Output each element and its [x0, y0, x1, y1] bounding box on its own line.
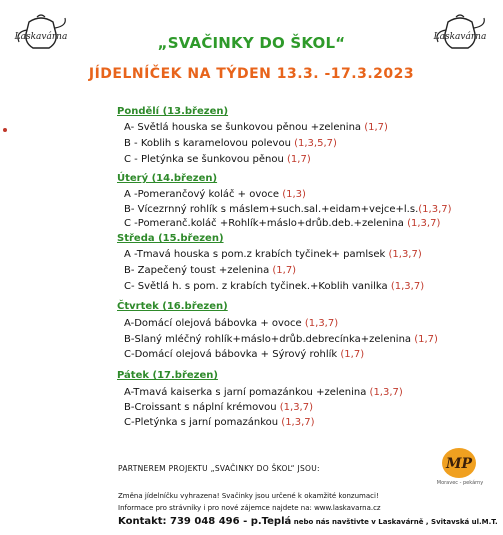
allergen-codes: (1,3,7) — [388, 249, 422, 260]
menu-item: A-Domácí olejová bábovka + ovoce (1,3,7) — [124, 318, 339, 329]
allergen-codes: (1,3,7) — [418, 204, 452, 215]
allergen-codes: (1,3,5,7) — [294, 138, 337, 149]
allergen-codes: (1,3,7) — [407, 218, 441, 229]
week-heading: JÍDELNÍČEK NA TÝDEN 13.3. -17.3.2023 — [88, 66, 415, 82]
allergen-codes: (1,7) — [272, 265, 297, 276]
day-heading-tuesday: Úterý (14.březen) — [117, 173, 218, 184]
partner-heading: PARTNEREM PROJEKTU „SVAČINKY DO ŠKOL“ JSOU: — [118, 464, 320, 473]
allergen-codes: (1,7) — [287, 154, 311, 165]
menu-item: C- Světlá h. s pom. z krabích tyčinek.+Koblih vanilka (1,3,7) — [124, 281, 425, 292]
menu-item: A-Tmavá kaiserka s jarní pomazánkou +zelenina (1,3,7) — [124, 387, 403, 398]
mp-badge-icon — [440, 444, 478, 482]
info-line: Informace pro strávníky i pro nové zájemce najdete na: www.laskavarna.cz — [118, 504, 381, 512]
allergen-codes: (1,3,7) — [390, 281, 425, 292]
menu-item: A- Světlá houska se šunkovou pěnou +zelenina (1,7) — [124, 122, 388, 133]
allergen-codes: (1,3,7) — [279, 402, 313, 413]
day-heading-wednesday: Středa (15.březen) — [117, 233, 224, 244]
day-heading-friday: Pátek (17.březen) — [117, 370, 218, 381]
decorative-dot — [3, 128, 7, 132]
mp-logo-text: MP — [445, 456, 473, 472]
menu-item: A -Tmavá houska s pom.z krabích tyčinek+ pamlsek (1,3,7) — [124, 249, 422, 260]
moravec-pekarny-logo — [440, 444, 478, 482]
contact-line — [118, 516, 498, 527]
allergen-codes: (1,3,7) — [304, 318, 339, 329]
menu-item: B - Koblih s karamelovou polevou (1,3,5,7) — [124, 138, 337, 149]
logo-left-text: Laskavárna — [14, 32, 68, 42]
menu-item: C -Pomeranč.koláč +Rohlík+máslo+drůb.deb.+zelenina (1,3,7) — [124, 218, 441, 229]
allergen-codes: (1,7) — [414, 334, 438, 345]
menu-item: C - Pletýnka se šunkovou pěnou (1,7) — [124, 154, 311, 165]
logo-right-text: Laskavárna — [433, 32, 487, 42]
change-notice: Změna jídelníčku vyhrazena! Svačinky jsou určené k okamžité konzumaci! — [118, 492, 379, 500]
menu-item: A -Pomerančový koláč + ovoce (1,3) — [124, 189, 306, 200]
menu-item: B-Croissant s náplní krémovou (1,3,7) — [124, 402, 313, 413]
document-title: „SVAČINKY DO ŠKOL“ — [157, 34, 346, 52]
menu-item: C-Domácí olejová bábovka + Sýrový rohlík (1,7) — [124, 349, 365, 360]
mp-caption: Moravec - pekárny — [436, 480, 484, 486]
allergen-codes: (1,3) — [282, 189, 306, 200]
allergen-codes: (1,7) — [364, 122, 388, 133]
menu-item: B- Zapečený toust +zelenina (1,7) — [124, 265, 297, 276]
menu-item: B- Vícezrnný rohlík s máslem+such.sal.+eidam+vejce+l.s.(1,3,7) — [124, 204, 452, 215]
allergen-codes: (1,7) — [340, 349, 365, 360]
contact-note: nebo nás navštivte v Laskavárně , Svitavská ul.M.T. — [291, 518, 498, 526]
contact-label: Kontakt: 739 048 496 - p.Teplá — [118, 516, 292, 527]
menu-item: C-Pletýnka s jarní pomazánkou (1,3,7) — [124, 417, 315, 428]
menu-item: B-Slaný mléčný rohlík+máslo+drůb.debrecínka+zelenina (1,7) — [124, 334, 438, 345]
allergen-codes: (1,3,7) — [369, 387, 403, 398]
day-heading-monday: Pondělí (13.březen) — [117, 106, 229, 117]
day-heading-thursday: Čtvrtek (16.březen) — [117, 301, 228, 312]
allergen-codes: (1,3,7) — [281, 417, 315, 428]
